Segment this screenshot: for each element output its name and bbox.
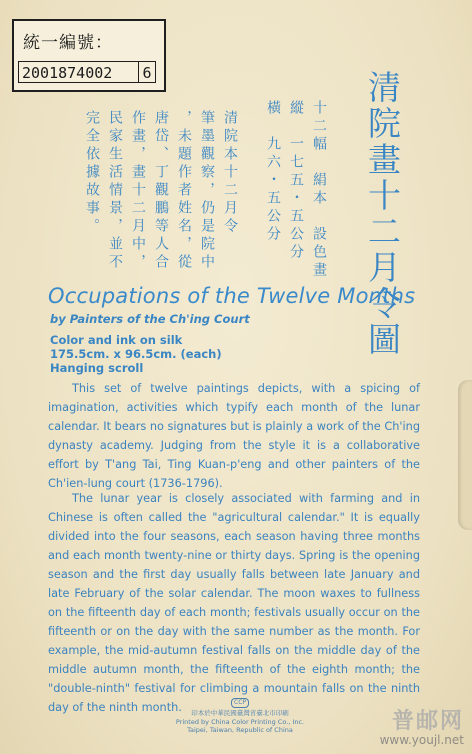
site-watermark [380, 710, 464, 747]
catalog-number-stamp [12, 19, 166, 92]
spec-medium: Color and ink on silk [50, 333, 183, 347]
printer-imprint [150, 698, 330, 735]
chinese-meta-count: 十二幅 絹本 設色畫 [311, 100, 327, 280]
english-subtitle: by Painters of the Ch'ing Court [50, 312, 250, 326]
watermark-url: www.youjl.net [379, 733, 464, 747]
chinese-desc-line: 完全依據故事。 [84, 110, 100, 236]
chinese-desc-line: 唐岱、丁觀鵬等人合 [153, 110, 169, 272]
chinese-desc-line: 民家生活情景，並不 [107, 110, 123, 272]
chinese-meta-width: 橫 九六・五公分 [265, 100, 281, 244]
body-paragraph: The lunar year is closely associated with farming and in Chinese is often called the "agricultural calendar." It is equally divided into the four seasons, each season having three months and each month twenty-nine or thirty days. Spring is the opening season and the first day usually falls between late January and late February of the solar calendar. The moon waxes to fullness on the fifteenth day of each month; festivals usually occur on the fifteenth or on the day with the same number as the month. For example, the mid-autumn festival falls on the middle day of the middle autumn month, the fifteenth of the eighth month; the "double-ninth" festival for climbing a mountain falls on the ninth day of the ninth month. [48, 492, 420, 714]
english-title: Occupations of the Twelve Months [48, 284, 416, 308]
watermark-name: 普邮网 [391, 709, 464, 734]
printer-location: Taipei, Taiwan, Republic of China [187, 726, 293, 734]
chinese-desc-line: 筆墨觀察，仍是院中 [199, 110, 215, 272]
chinese-meta-height: 縱 一七五・五公分 [288, 100, 304, 262]
stamp-label: 統一編號： [23, 33, 113, 53]
chinese-title: 清院畫十二月令圖 [363, 70, 402, 358]
stamp-check-digit: 6 [138, 62, 155, 82]
printer-logo: CCP [231, 698, 249, 708]
chinese-desc-line: 作畫，畫十二月中， [130, 110, 146, 272]
page-edge [458, 380, 472, 530]
chinese-desc-line: ，未題作者姓名，從 [176, 110, 192, 272]
spec-format: Hanging scroll [50, 361, 144, 375]
spec-dimensions: 175.5cm. x 96.5cm. (each) [50, 347, 222, 361]
chinese-desc-line: 清院本十二月令 [222, 110, 238, 236]
specifications [50, 333, 222, 375]
printer-line: Printed by China Color Printing Co., Inc. [175, 717, 305, 726]
stamp-number: 2001874002 [22, 64, 113, 82]
stamp-number-box [18, 61, 156, 83]
body-paragraph: This set of twelve paintings depicts, with a spicing of imagination, activities which typify each month of the lunar calendar. It bears no signatures but is plainly a work of the Ch'ing dynasty academy. Judging from the style it is a collaborative effort by T'ang Tai, Ting Kuan-p'eng and other painters of the Ch'ien-lung court (1736-1796). [48, 382, 420, 490]
printer-line-cn: 印本於中華民國臺灣省臺北市印刷 [191, 709, 289, 717]
